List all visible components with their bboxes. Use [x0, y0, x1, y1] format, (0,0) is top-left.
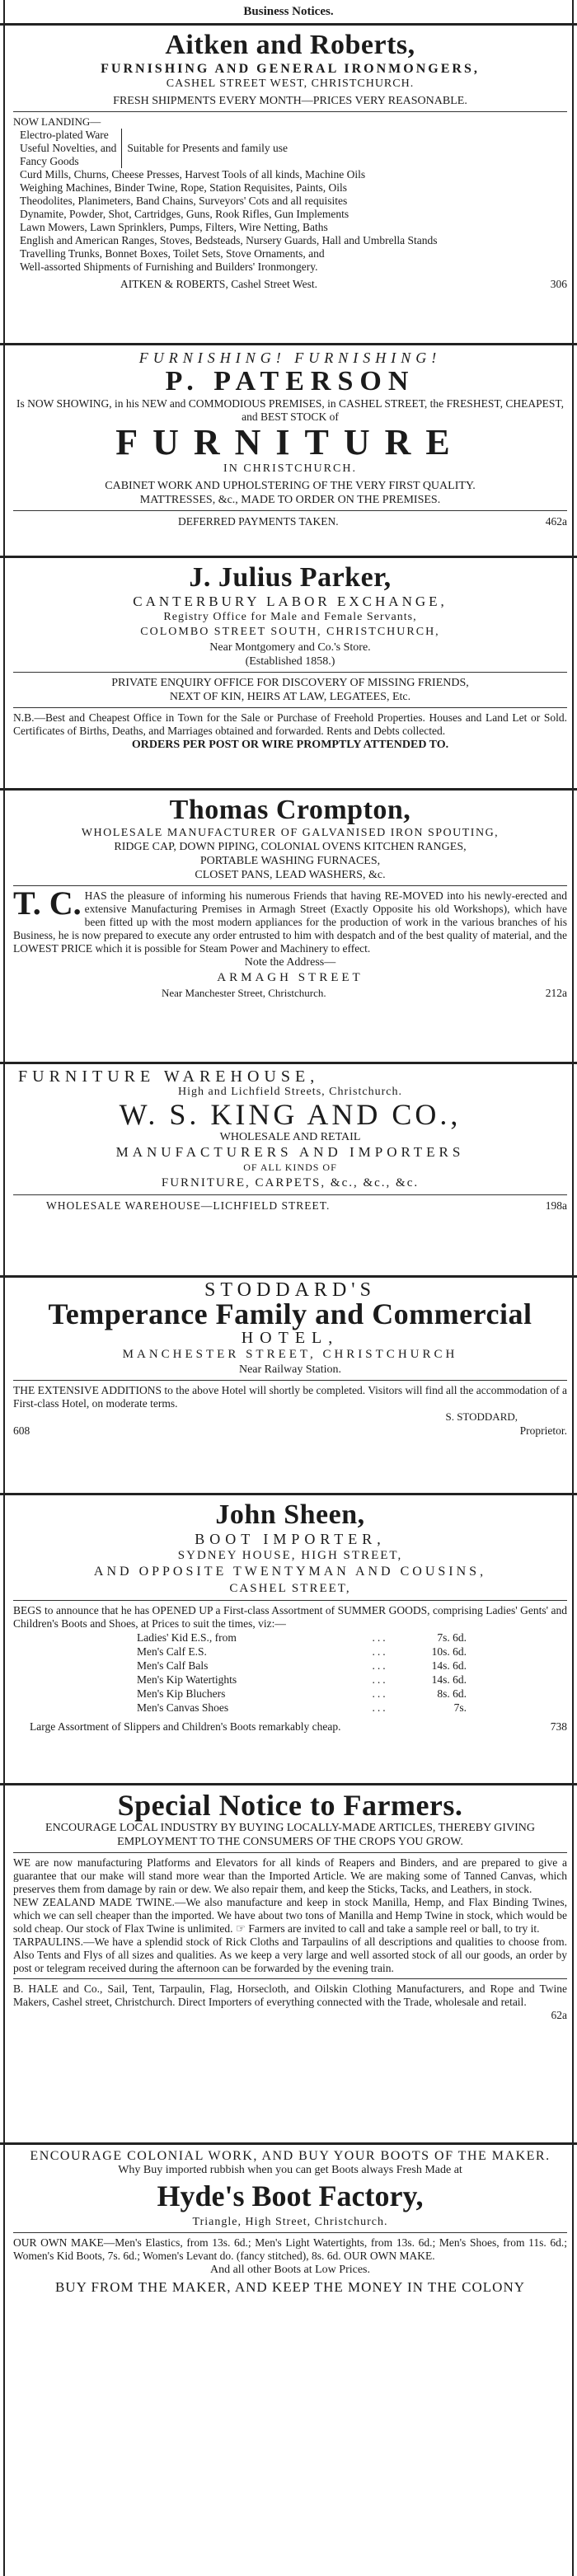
- list-item: Useful Novelties, and: [20, 141, 117, 154]
- ad-text: THE EXTENSIVE ADDITIONS to the above Hotel will shortly be completed. Visitors will find all the accommodation of a First-class Hotel, on moderate terms.: [13, 1384, 567, 1410]
- ad-line: BOOT IMPORTER,: [195, 1531, 386, 1547]
- ad-line: AND OPPOSITE TWENTYMAN AND COUSINS,: [93, 1565, 487, 1579]
- ad-ref: 306: [550, 277, 567, 290]
- ad-line: CLOSET PANS, LEAD WASHERS, &c.: [195, 869, 386, 881]
- ad-text: OUR OWN MAKE—Men's Elastics, from 13s. 6d.; Men's Light Watertights, from 13s. 6d.; Men's Shoes, from 11s. 6d.; Women's Kid Boots, 7s. 6d.; Women's Levant do. (fancy stitched), 8s. 6d. OUR OWN MAKE.: [13, 2236, 567, 2262]
- ad-text: HAS the pleasure of informing his numerous Friends that having RE-MOVED into his newly-erected and extensive Manufacturing Premises in Armagh Street (Exactly Opposite his old Workshops), which have been fitted up with the most modern appliances for the production of work in the various branches of his Business, he is now prepared to execute any order entrusted to him with despatch and of the best quality of material, and the LOWEST PRICE which it is possible for Steam Power and Machinery to effect.: [13, 889, 567, 955]
- ad-line: OF ALL KINDS OF: [243, 1161, 337, 1173]
- divider: [13, 672, 567, 673]
- item-list: [13, 168, 567, 274]
- ad-title: P. PATERSON: [165, 366, 415, 396]
- list-item: Fancy Goods: [20, 154, 79, 167]
- list-item: Electro-plated Ware: [20, 128, 109, 141]
- ad-crompton: [0, 788, 577, 1062]
- ad-line: SYDNEY HOUSE, HIGH STREET,: [177, 1549, 403, 1562]
- ad-line: NOW LANDING—: [13, 115, 101, 128]
- bracket-group: [13, 129, 567, 168]
- ad-line: CASHEL STREET,: [229, 1582, 351, 1595]
- ad-line: Proprietor.: [519, 1424, 567, 1437]
- list-item: Lawn Mowers, Lawn Sprinklers, Pumps, Filters, Wire Netting, Baths: [20, 220, 328, 233]
- divider: [13, 510, 567, 511]
- list-item: Well-assorted Shipments of Furnishing and Builders' Ironmongery.: [20, 260, 318, 273]
- ad-title: John Sheen,: [215, 1499, 365, 1530]
- divider: [13, 885, 567, 886]
- ad-headline: FURNITURE: [115, 422, 465, 462]
- ad-title: Hyde's Boot Factory,: [157, 2180, 424, 2212]
- divider: [13, 707, 567, 708]
- price-row: Men's Canvas Shoes ... 7s.: [137, 1701, 467, 1714]
- ad-line: MANUFACTURERS AND IMPORTERS: [115, 1144, 465, 1160]
- ad-line: IN CHRISTCHURCH.: [223, 462, 357, 475]
- divider: [13, 1600, 567, 1601]
- ad-ref: 608: [13, 1424, 30, 1437]
- left-border: [3, 0, 5, 2576]
- ad-text: BEGS to announce that he has OPENED UP a First-class Assortment of SUMMER GOODS, comprising Ladies' Gents' and Children's Boots and Shoes, at Prices to suit the times, viz:—: [13, 1604, 567, 1630]
- ad-farmers: [0, 1783, 577, 2142]
- ad-parker: [0, 556, 577, 788]
- ad-text: NEW ZEALAND MADE TWINE.—We also manufacture and keep in stock Manilla, Hemp, and Flax Binding Twines, which we can sell cheaper than the imported. We have about two tons of Manilla and Hemp Twine in stock, which would be sold cheap. Our stock of Flax Twine is unlimited. ☞ Farmers are invited to call and take a sample reel or ball, to try it.: [13, 1896, 567, 1935]
- ad-text: B. HALE and Co., Sail, Tent, Tarpaulin, Flag, Horsecloth, and Oilskin Clothing Manufacturers, and Rope and Twine Makers, Cashel street, Christchurch. Direct Importers of everything connected with the Trade, wholesale and retail.: [13, 1982, 567, 2008]
- ad-ref: 738: [550, 1720, 567, 1733]
- ad-line: WHOLESALE MANUFACTURER OF GALVANISED IRON SPOUTING,: [81, 827, 500, 839]
- price-row: Men's Calf E.S. ... 10s. 6d.: [137, 1645, 467, 1658]
- ad-line: HOTEL,: [241, 1329, 340, 1347]
- ad-line: Near Railway Station.: [238, 1363, 342, 1376]
- ad-line: BUY FROM THE MAKER, AND KEEP THE MONEY IN THE COLONY: [54, 2279, 526, 2295]
- ad-line: PRIVATE ENQUIRY OFFICE FOR DISCOVERY OF MISSING FRIENDS,: [111, 677, 469, 689]
- right-border: [572, 0, 574, 2576]
- drop-cap: T. C.: [13, 884, 82, 922]
- ad-line: ARMAGH STREET: [217, 971, 364, 984]
- ad-line: FURNITURE, CARPETS, &c., &c., &c.: [161, 1176, 420, 1189]
- ad-line: (Established 1858.): [245, 655, 335, 668]
- ad-paterson: [0, 343, 577, 556]
- ad-line: Triangle, High Street, Christchurch.: [192, 2216, 388, 2228]
- ad-line: RIDGE CAP, DOWN PIPING, COLONIAL OVENS KITCHEN RANGES,: [114, 841, 467, 853]
- ad-title: Thomas Crompton,: [169, 795, 411, 825]
- ad-text: N.B.—Best and Cheapest Office in Town for the Sale or Purchase of Freehold Properties. Houses and Land Let or Sold. Certificates of Births, Deaths, and Marriages obtained and forwarded. Rents and Debts collected.: [13, 711, 567, 737]
- divider: [13, 1852, 567, 1853]
- ad-king: [0, 1062, 577, 1275]
- ad-line: COLOMBO STREET SOUTH, CHRISTCHURCH,: [140, 626, 440, 638]
- price-list: [13, 1631, 567, 1715]
- ad-line: PORTABLE WASHING FURNACES,: [199, 855, 381, 867]
- ad-ref: 212a: [545, 987, 567, 999]
- ad-line: WHOLESALE WAREHOUSE—LICHFIELD STREET.: [46, 1199, 331, 1212]
- ad-title: W. S. KING AND CO.,: [119, 1098, 462, 1131]
- ad-text: TARPAULINS.—We have a splendid stock of Rick Cloths and Tarpaulins of all descriptions and qualities to choose from. Also Tents and Flys of all sizes and qualities. As we keep a very large and well assorted stock of all our goods, an order by post or telegram received during the afternoon can be forwarded by the evening train.: [13, 1936, 567, 1974]
- ad-line: CANTERBURY LABOR EXCHANGE,: [133, 594, 448, 609]
- list-item: Theodolites, Planimeters, Band Chains, Surveyors' Cots and all requisites: [20, 194, 348, 207]
- price-row: Ladies' Kid E.S., from ... 7s. 6d.: [137, 1631, 467, 1644]
- ad-line: FURNITURE WAREHOUSE,: [18, 1067, 320, 1086]
- divider: [13, 1194, 567, 1195]
- ad-line: ENCOURAGE LOCAL INDUSTRY BY BUYING LOCALLY-MADE ARTICLES, THEREBY GIVING EMPLOYMENT TO THE CONSUMERS OF THE CROPS YOU GROW.: [45, 1822, 535, 1848]
- ad-line: Why Buy imported rubbish when you can get Boots always Fresh Made at: [118, 2164, 462, 2176]
- ad-line: FURNISHING AND GENERAL IRONMONGERS,: [101, 62, 480, 76]
- list-item: Curd Mills, Churns, Cheese Presses, Harvest Tools of all kinds, Machine Oils: [20, 167, 366, 181]
- ad-ref: 62a: [551, 2009, 567, 2021]
- price-row: Men's Calf Bals ... 14s. 6d.: [137, 1659, 467, 1672]
- ad-signature: AITKEN & ROBERTS, Cashel Street West.: [120, 277, 317, 290]
- ad-ref: 198a: [545, 1199, 567, 1212]
- ad-line: WHOLESALE AND RETAIL: [219, 1131, 361, 1143]
- ad-aitken-roberts: [0, 23, 577, 343]
- ad-line: MANCHESTER STREET, CHRISTCHURCH: [122, 1348, 458, 1361]
- ad-line: FURNISHING! FURNISHING!: [138, 350, 442, 366]
- ad-line: DEFERRED PAYMENTS TAKEN.: [178, 515, 339, 528]
- ad-line: NEXT OF KIN, HEIRS AT LAW, LEGATEES, Etc.: [169, 691, 411, 703]
- ad-line: CABINET WORK AND UPHOLSTERING OF THE VERY FIRST QUALITY.: [105, 480, 476, 492]
- ad-line: High and Lichfield Streets, Christchurch.: [178, 1086, 402, 1098]
- list-item: English and American Ranges, Stoves, Bedsteads, Nursery Guards, Hall and Umbrella Stands: [20, 233, 438, 246]
- list-item: Weighing Machines, Binder Twine, Rope, Station Requisites, Paints, Oils: [20, 181, 348, 194]
- divider: [13, 2232, 567, 2233]
- ad-title: Temperance Family and Commercial: [48, 1297, 532, 1330]
- ad-hyde: [0, 2142, 577, 2401]
- ad-line: FRESH SHIPMENTS EVERY MONTH—PRICES VERY REASONABLE.: [113, 95, 467, 107]
- ad-text: Is NOW SHOWING, in his NEW and COMMODIOUS PREMISES, in CASHEL STREET, the FRESHEST, CHEAPEST, and BEST STOCK of: [16, 397, 564, 423]
- ad-line: Near Montgomery and Co.'s Store.: [209, 641, 371, 654]
- ad-text: WE are now manufacturing Platforms and Elevators for all kinds of Reapers and Binders, and are prepared to give a guarantee that our make will stand more wear than the Imported Article. We are making some of Tanned Canvas, which preserves them from damage by rain or dew. We also repair them, and keep the Sticks, Tacks, and Leathers, in stock.: [13, 1856, 567, 1895]
- price-row: Men's Kip Watertights ... 14s. 6d.: [137, 1673, 467, 1686]
- ad-line: Note the Address—: [244, 956, 336, 969]
- ad-line: Large Assortment of Slippers and Children's Boots remarkably cheap.: [30, 1720, 341, 1733]
- list-item: Travelling Trunks, Bonnet Boxes, Toilet Sets, Stove Ornaments, and: [20, 246, 325, 260]
- ad-title: Aitken and Roberts,: [165, 30, 415, 60]
- ad-line: STODDARD'S: [204, 1279, 376, 1301]
- ad-line: ENCOURAGE COLONIAL WORK, AND BUY YOUR BOOTS OF THE MAKER.: [30, 2149, 551, 2163]
- list-item: Dynamite, Powder, Shot, Cartridges, Guns, Rook Rifles, Gun Implements: [20, 207, 349, 220]
- ad-line: Near Manchester Street, Christchurch.: [162, 987, 326, 999]
- ad-signature: S. STODDARD,: [445, 1410, 518, 1423]
- bracket-note: Suitable for Presents and family use: [127, 141, 288, 154]
- ad-line: CASHEL STREET WEST, CHRISTCHURCH.: [166, 77, 415, 90]
- ad-line: Registry Office for Male and Female Servants,: [163, 611, 417, 623]
- ad-title: Special Notice to Farmers.: [117, 1789, 463, 1822]
- ad-title: J. Julius Parker,: [189, 562, 392, 593]
- divider: [13, 1978, 567, 1979]
- ad-stoddard: [0, 1275, 577, 1493]
- ad-line: MATTRESSES, &c., MADE TO ORDER ON THE PREMISES.: [139, 494, 441, 506]
- divider: [13, 1380, 567, 1381]
- section-header: Business Notices.: [243, 5, 334, 18]
- price-row: Men's Kip Bluchers ... 8s. 6d.: [137, 1687, 467, 1700]
- ad-sheen: [0, 1493, 577, 1783]
- divider: [13, 111, 567, 112]
- ad-line: ORDERS PER POST OR WIRE PROMPTLY ATTENDED TO.: [131, 739, 449, 751]
- ad-body: [13, 884, 567, 955]
- ad-line: And all other Boots at Low Prices.: [209, 2264, 371, 2276]
- ad-ref: 462a: [545, 515, 567, 528]
